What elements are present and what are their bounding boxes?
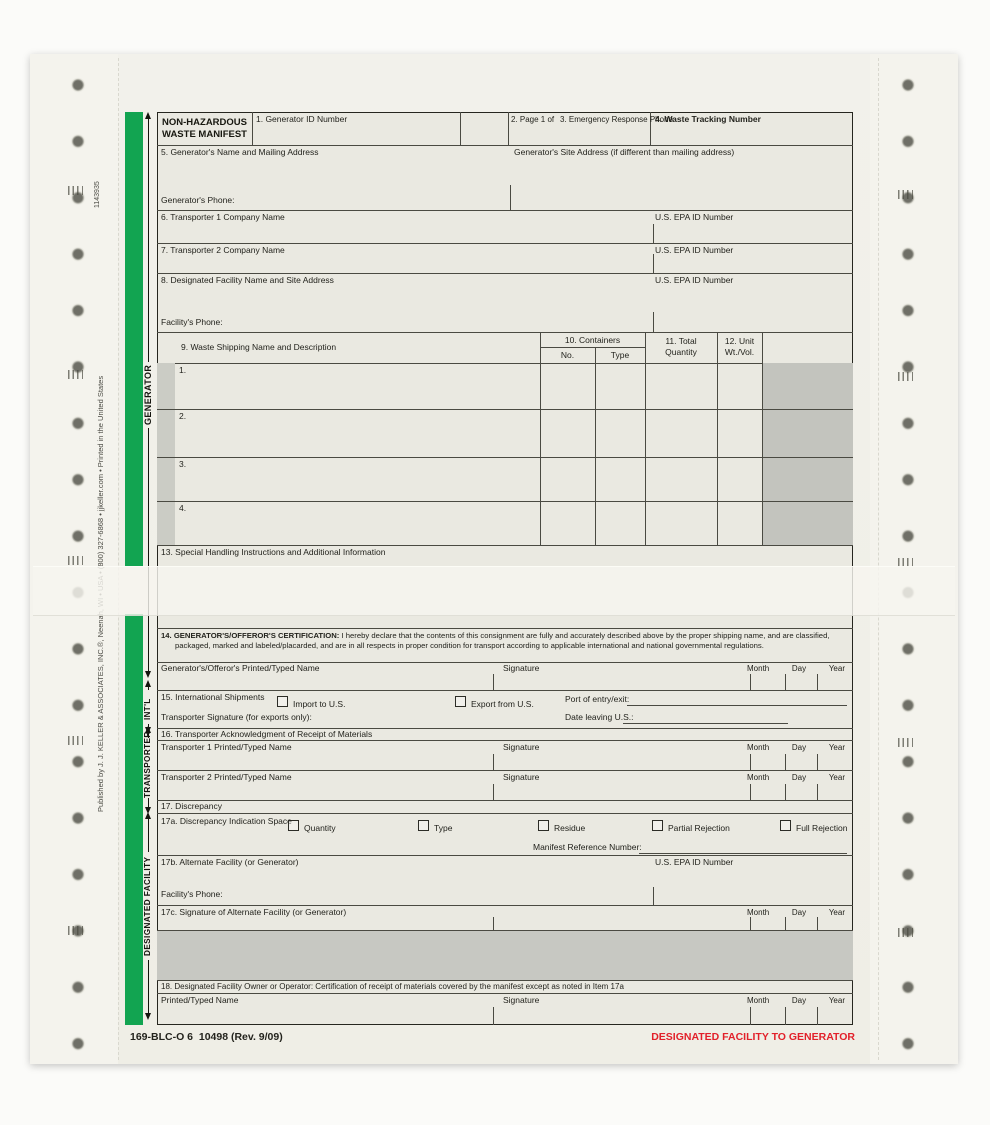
signature-label: Signature	[503, 742, 540, 752]
epa-id-label: U.S. EPA ID Number	[655, 245, 734, 255]
divider	[595, 347, 596, 545]
total-quantity-header: 11. Total Quantity	[665, 336, 697, 357]
registration-mark	[68, 370, 84, 379]
generator-section-arrow-up	[148, 116, 149, 362]
type-checkbox[interactable]	[418, 820, 429, 831]
green-bar-left	[125, 112, 143, 566]
partial-rejection-label: Partial Rejection	[668, 823, 730, 833]
port-of-entry-label: Port of entry/exit:	[565, 694, 630, 704]
form-title: NON-HAZARDOUS WASTE MANIFEST	[162, 117, 247, 140]
containers-type-header: Type	[610, 350, 630, 360]
printed-name-label: Printed/Typed Name	[161, 995, 239, 1005]
export-label: Export from U.S.	[471, 699, 534, 709]
divider	[645, 332, 646, 545]
divider	[508, 112, 509, 145]
waste-description-header: 9. Waste Shipping Name and Description	[181, 342, 337, 352]
divider	[157, 800, 853, 801]
perforation-line-left	[118, 58, 119, 1060]
shaded-cell	[157, 363, 175, 545]
divider	[157, 855, 853, 856]
import-checkbox[interactable]	[277, 696, 288, 707]
divider	[510, 185, 511, 210]
divider	[157, 740, 853, 741]
side-label-intl: INT'L	[143, 698, 152, 720]
generator-printed-name-label: Generator's/Offeror's Printed/Typed Name	[161, 663, 320, 673]
stock-number: 1143935	[94, 181, 101, 208]
owner-certification-label: 18. Designated Facility Owner or Operator: Certification of receipt of materials covered by the manifest except as noted in Item 17a	[161, 982, 624, 991]
special-handling-label: 13. Special Handling Instructions and Additional Information	[161, 547, 386, 557]
import-label: Import to U.S.	[293, 699, 346, 709]
date-header: Month Day Year	[747, 996, 845, 1005]
quantity-checkbox[interactable]	[288, 820, 299, 831]
facility-section-arrow-down	[148, 960, 149, 1016]
quantity-label: Quantity	[304, 823, 336, 833]
shaded-band	[157, 931, 853, 980]
transporter1-name-label: Transporter 1 Printed/Typed Name	[161, 742, 292, 752]
divider	[157, 628, 853, 629]
export-checkbox[interactable]	[455, 696, 466, 707]
date-header: Month Day Year	[747, 664, 845, 673]
waste-rows	[157, 363, 853, 545]
manifest-reference-label: Manifest Reference Number:	[533, 842, 642, 852]
divider	[717, 332, 718, 545]
full-rejection-checkbox[interactable]	[780, 820, 791, 831]
divider	[653, 224, 654, 243]
alt-facility-signature-label: 17c. Signature of Alternate Facility (or Generator)	[161, 907, 347, 917]
containers-no-header: No.	[560, 350, 575, 360]
divider	[157, 545, 853, 546]
certification-text: I hereby declare that the contents of this consignment are fully and accurately described above by the proper shipping name, and are classified, packaged, marked and labeled/placarded, and are in all respects in proper condition for transport according to applicable international and national governmental regulations.	[175, 631, 830, 650]
registration-mark	[898, 928, 914, 937]
fill-in-line	[623, 713, 788, 724]
alternate-facility-label: 17b. Alternate Facility (or Generator)	[161, 857, 299, 867]
facility-phone-label: Facility's Phone:	[161, 317, 223, 327]
waste-row-number: 1.	[179, 365, 187, 375]
shaded-cell	[762, 363, 853, 545]
epa-id-label: U.S. EPA ID Number	[655, 857, 734, 867]
residue-label: Residue	[554, 823, 586, 833]
divider	[157, 457, 853, 458]
divider	[157, 993, 853, 994]
waste-tracking-label: 4. Waste Tracking Number	[655, 114, 761, 124]
divider	[817, 1007, 818, 1025]
divider	[460, 112, 461, 145]
divider	[157, 210, 853, 211]
transporter-signature-label: Transporter Signature (for exports only):	[161, 712, 312, 722]
facility-name-label: 8. Designated Facility Name and Site Address	[161, 275, 334, 285]
signature-label: Signature	[503, 772, 540, 782]
page-fold-band	[33, 566, 955, 616]
date-header: Month Day Year	[747, 743, 845, 752]
generator-site-label: Generator's Site Address (if different than mailing address)	[514, 147, 735, 157]
type-label: Type	[434, 823, 453, 833]
divider	[785, 1007, 786, 1025]
divider	[157, 409, 853, 410]
epa-id-label: U.S. EPA ID Number	[655, 275, 734, 285]
generator-phone-label: Generator's Phone:	[161, 195, 235, 205]
date-header: Month Day Year	[747, 773, 845, 782]
transporter1-label: 6. Transporter 1 Company Name	[161, 212, 285, 222]
discrepancy-space-label: 17a. Discrepancy Indication Space	[161, 816, 292, 826]
registration-mark	[68, 186, 84, 195]
registration-mark	[68, 556, 84, 565]
registration-mark	[68, 926, 84, 935]
divider	[750, 754, 751, 770]
divider	[540, 347, 645, 348]
emergency-phone-label: 3. Emergency Response Phone	[560, 115, 673, 124]
generator-certification	[161, 631, 863, 650]
side-label-transporter: TRANSPORTER	[143, 731, 152, 798]
fill-in-line	[627, 695, 847, 706]
certification-label: 14. GENERATOR'S/OFFEROR'S CERTIFICATION:	[161, 631, 340, 640]
facility-section-arrow-up	[148, 816, 149, 852]
divider	[493, 1007, 494, 1025]
side-label-generator: GENERATOR	[143, 364, 153, 426]
divider	[785, 674, 786, 690]
divider	[493, 674, 494, 690]
divider	[785, 754, 786, 770]
alt-facility-phone-label: Facility's Phone:	[161, 889, 223, 899]
divider	[252, 112, 253, 145]
waste-row-number: 3.	[179, 459, 187, 469]
registration-mark	[898, 190, 914, 199]
generator-name-label: 5. Generator's Name and Mailing Address	[161, 147, 319, 157]
full-rejection-label: Full Rejection	[796, 823, 848, 833]
registration-mark	[898, 372, 914, 381]
fill-in-line	[639, 843, 847, 854]
divider	[750, 674, 751, 690]
divider	[157, 273, 853, 274]
waste-row-number: 2.	[179, 411, 187, 421]
side-label-designated-facility: DESIGNATED FACILITY	[143, 856, 152, 956]
divider	[493, 917, 494, 930]
divider	[540, 332, 541, 545]
copy-distribution-label: DESIGNATED FACILITY TO GENERATOR	[651, 1031, 855, 1043]
generator-section-arrow-down	[148, 428, 149, 674]
page-label: 2. Page 1 of	[511, 115, 555, 124]
generator-id-label: 1. Generator ID Number	[256, 114, 348, 124]
acknowledgment-label: 16. Transporter Acknowledgment of Receipt of Materials	[161, 729, 373, 739]
divider	[653, 887, 654, 905]
unit-header: 12. Unit Wt./Vol.	[724, 336, 755, 357]
waste-row-number: 4.	[179, 503, 187, 513]
divider	[750, 784, 751, 800]
containers-header: 10. Containers	[564, 335, 621, 345]
signature-label: Signature	[503, 995, 540, 1005]
registration-mark	[898, 738, 914, 747]
discrepancy-label: 17. Discrepancy	[161, 801, 222, 811]
epa-id-label: U.S. EPA ID Number	[655, 212, 734, 222]
partial-rejection-checkbox[interactable]	[652, 820, 663, 831]
divider	[157, 690, 853, 691]
divider	[157, 770, 853, 771]
divider	[817, 917, 818, 930]
divider	[157, 145, 853, 146]
divider	[653, 254, 654, 273]
divider	[653, 312, 654, 332]
divider	[785, 784, 786, 800]
divider	[157, 243, 853, 244]
divider	[762, 332, 763, 545]
divider	[750, 1007, 751, 1025]
divider	[750, 917, 751, 930]
transporter2-name-label: Transporter 2 Printed/Typed Name	[161, 772, 292, 782]
form-number: 169-BLC-O 6 10498 (Rev. 9/09)	[130, 1031, 283, 1043]
divider	[817, 784, 818, 800]
signature-label: Signature	[503, 663, 540, 673]
divider	[817, 754, 818, 770]
residue-checkbox[interactable]	[538, 820, 549, 831]
international-label: 15. International Shipments	[161, 692, 265, 702]
date-header: Month Day Year	[747, 908, 845, 917]
registration-mark	[68, 736, 84, 745]
transporter2-label: 7. Transporter 2 Company Name	[161, 245, 285, 255]
divider	[157, 501, 853, 502]
divider	[157, 813, 853, 814]
divider	[817, 674, 818, 690]
date-leaving-label: Date leaving U.S.:	[565, 712, 634, 722]
divider	[493, 754, 494, 770]
divider	[157, 980, 853, 981]
divider	[493, 784, 494, 800]
intl-section-arrow-up	[148, 684, 149, 690]
perforation-line-right	[878, 58, 879, 1060]
divider	[157, 905, 853, 906]
green-bar-left	[125, 614, 143, 1025]
divider	[157, 332, 853, 333]
divider	[785, 917, 786, 930]
